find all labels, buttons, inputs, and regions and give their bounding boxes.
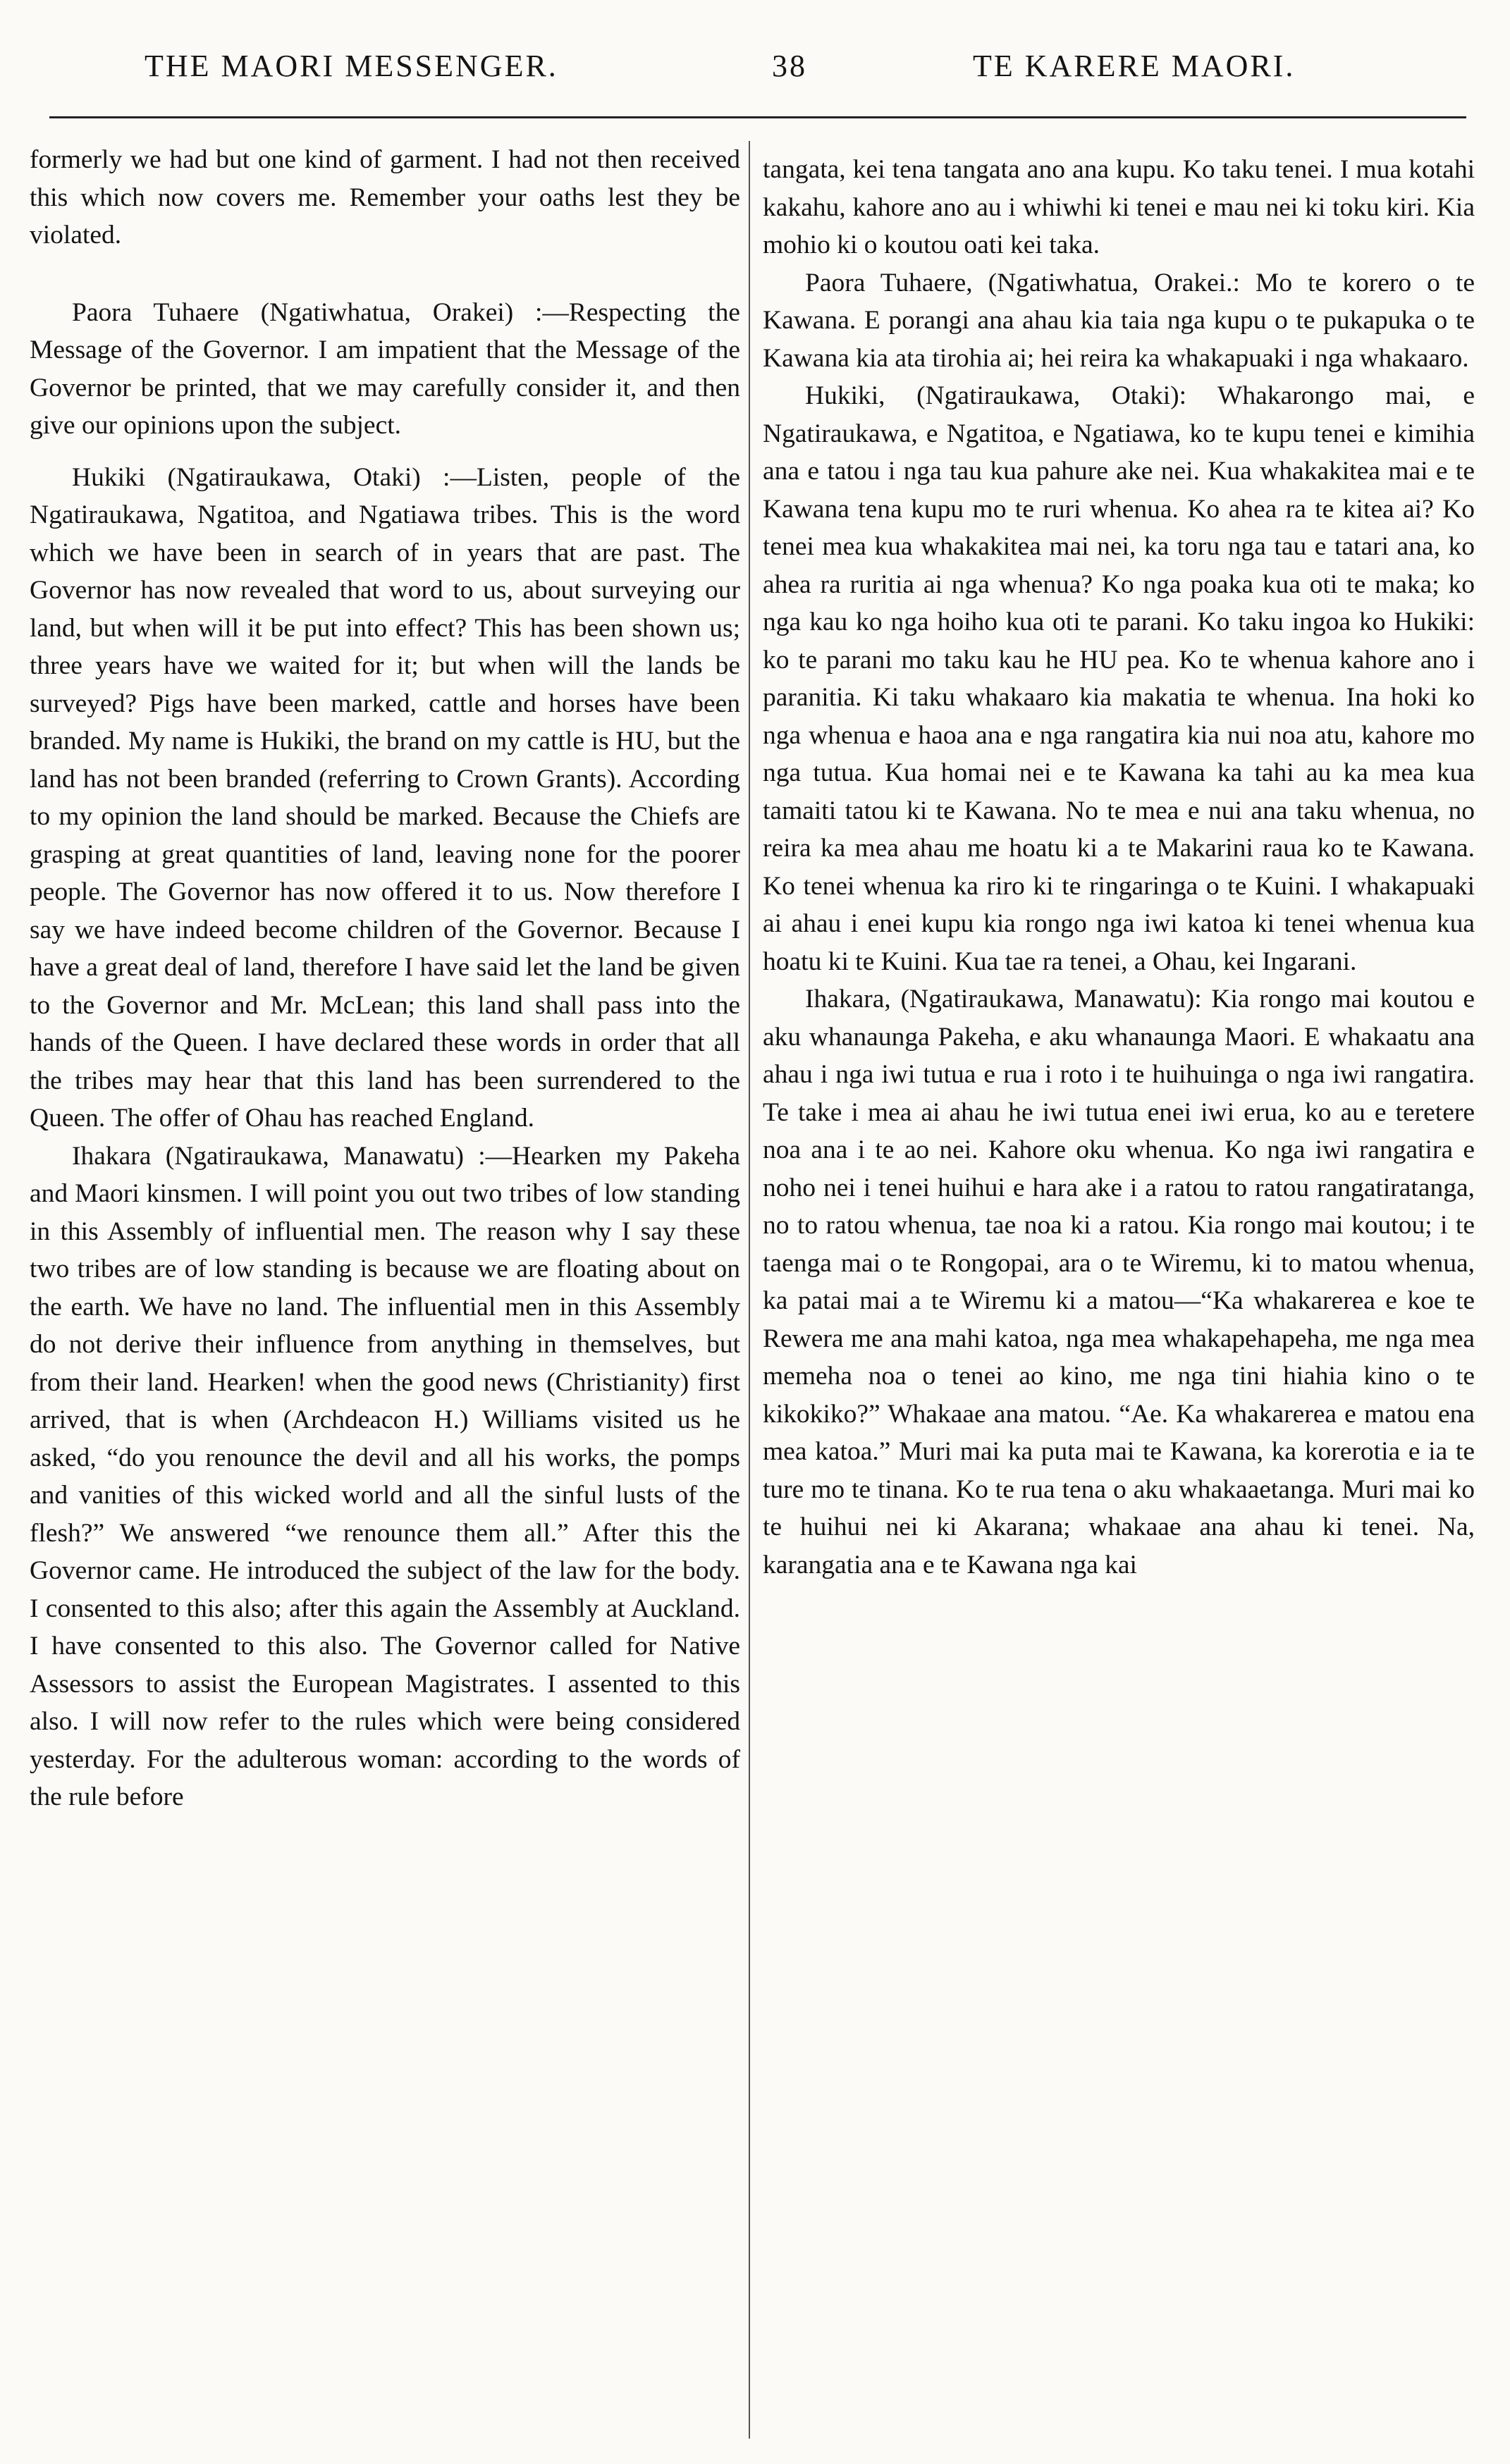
english-column: [30, 141, 740, 1816]
maori-paragraph-ihakara: Ihakara, (Ngatiraukawa, Manawatu): Kia rongo mai koutou e aku whanaunga Pakeha, e aku whanaunga Maori. E whakaatu ana ahau i nga iwi tutua e rua i roto i te huihuinga o nga iwi rangatira. Te take i mea ai ahau he iwi tutua enei iwi erua, ko au e teretere noa ana i te ao nei. Kahore oku whenua. Ko nga iwi rangatira e noho nei i tenei huihui e hara ake i a ratou to ratou rangatiratanga, no to ratou whenua, tae noa ki a ratou. Kia rongo mai koutou; i te taenga mai o te Rongopai, ara o te Wiremu, ki to matou whenua, ka patai mai a te Wiremu ki a matou—“Ka whakarerea e koe te Rewera me ana mahi katoa, nga mea whakapehapeha, me nga mea memeha noa o tenei ao kino, me nga tini hiahia kino o te kikokiko?” Whakaae ana matou. “Ae. Ka whakarerea e matou ena mea katoa.” Muri mai ka puta mai te Kawana, ka korerotia e ia te ture mo te tinana. Ko te rua tena o aku whakaaetanga. Muri mai ko te huihui nei ki Akarana; whakaae ana ahau ki tenei. Na, karangatia ana e te Kawana nga kai: [763, 985, 1475, 1579]
column-divider: [749, 141, 750, 2439]
english-paragraph-paora: Paora Tuhaere (Ngatiwhatua, Orakei) :—Respecting the Message of the Governor. I am impatient that the Message of the Governor be printed, that we may carefully consider it, and then give our opinions upon the subject.: [30, 297, 740, 440]
maori-paragraph-hukiki: Hukiki, (Ngatiraukawa, Otaki): Whakarongo mai, e Ngatiraukawa, e Ngatitoa, e Ngatiawa, ko te kupu tenei e kimihia ana e tatou i nga tau kua pahure ake nei. Kua whakakitea mai e te Kawana tena kupu mo te ruri whenua. Ko ahea ra te kitea ai? Ko tenei mea kua whakakitea mai nei, ka toru nga tau e tatari ana, ko ahea ra ruritia ai nga whenua? Ko nga poaka kua oti te maka; ko nga kau ko nga hoiho kua oti te parani. Ko taku ingoa ko Hukiki: ko te parani mo taku kau he HU pea. Ko te whenua kahore ano i paranitia. Ki taku whakaaro kia makatia te whenua. Ina hoki ko nga whenua e haoa ana e nga rangatira kia nui noa atu, kahore mo nga tutua. Kua homai nei e te Kawana ka tahi au ka mea kua tamaiti tatou ki te Kawana. No te mea e nui ana taku whenua, no reira ka mea ahau me hoatu ki a te Makarini raua ko te Kawana. Ko tenei whenua ka riro ki te ringaringa o te Kuini. I whakapuaki ai ahau i enei kupu kia rongo nga iwi katoa ki tenei whenua kua hoatu ki te Kuini. Kua tae ra tenei, a Ohau, kei Ingarani.: [763, 381, 1475, 976]
maori-paragraph-paora: Paora Tuhaere, (Ngatiwhatua, Orakei.: Mo te korero o te Kawana. E porangi ana ahau kia taia nga kupu o te pukapuka o te Kawana kia ata tirohia ai; hei reira ka whakapuaki i nga whakaaro.: [763, 268, 1475, 373]
page-header: [28, 48, 1482, 97]
page-number: 38: [772, 49, 807, 83]
header-maori-title: TE KARERE MAORI.: [973, 49, 1296, 83]
english-paragraph-ihakara: Ihakara (Ngatiraukawa, Manawatu) :—Hearken my Pakeha and Maori kinsmen. I will point you out two tribes of low standing in this Assembly of influential men. The reason why I say these two tribes are of low standing is because we are floating about on the earth. We have no land. The influential men in this Assembly do not derive their influence from anything in themselves, but from their land. Hearken! when the good news (Christianity) first arrived, that is when (Archdeacon H.) Williams visited us he asked, “do you renounce the devil and all his works, the pomps and vanities of this wicked world and all the sinful lusts of the flesh?” We answered “we renounce them all.” After this the Governor came. He introduced the subject of the law for the body. I consented to this also; after this again the Assembly at Auckland. I have consented to this also. The Governor called for Native Assessors to assist the European Magistrates. I assented to this also. I will now refer to the rules which were being considered yesterday. For the adulterous woman: according to the words of the rule before: [30, 1141, 740, 1811]
maori-column: [763, 151, 1475, 1584]
maori-paragraph-1: tangata, kei tena tangata ano ana kupu. Ko taku tenei. I mua kotahi kakahu, kahore ano au i whiwhi ki tenei e mau nei ki toku kiri. Kia mohio ki o koutou oati kei taka.: [763, 155, 1475, 259]
english-paragraph-hukiki: Hukiki (Ngatiraukawa, Otaki) :—Listen, people of the Ngatiraukawa, Ngatitoa, and Ngatiawa tribes. This is the word which we have been in search of in years that are past. The Governor has now revealed that word to us, about surveying our land, but when will it be put into effect? This has been shown us; three years have we waited for it; but when will the lands be surveyed? Pigs have been marked, cattle and horses have been branded. My name is Hukiki, the brand on my cattle is HU, but the land has not been branded (referring to Crown Grants). According to my opinion the land should be marked. Because the Chiefs are grasping at great quantities of land, leaving none for the poorer people. The Governor has now offered it to us. Now therefore I say we have indeed become children of the Governor. Because I have a great deal of land, therefore I have said let the land be given to the Governor and Mr. McLean; this land shall pass into the hands of the Queen. I have declared these words in order that all the tribes may hear that this land has been surrendered to the Queen. The offer of Ohau has reached England.: [30, 462, 740, 1133]
header-rule: [49, 116, 1466, 118]
header-english-title: THE MAORI MESSENGER.: [145, 49, 558, 83]
english-paragraph-1: formerly we had but one kind of garment. I had not then received this which now covers me. Remember your oaths lest they be violated.: [30, 145, 740, 250]
